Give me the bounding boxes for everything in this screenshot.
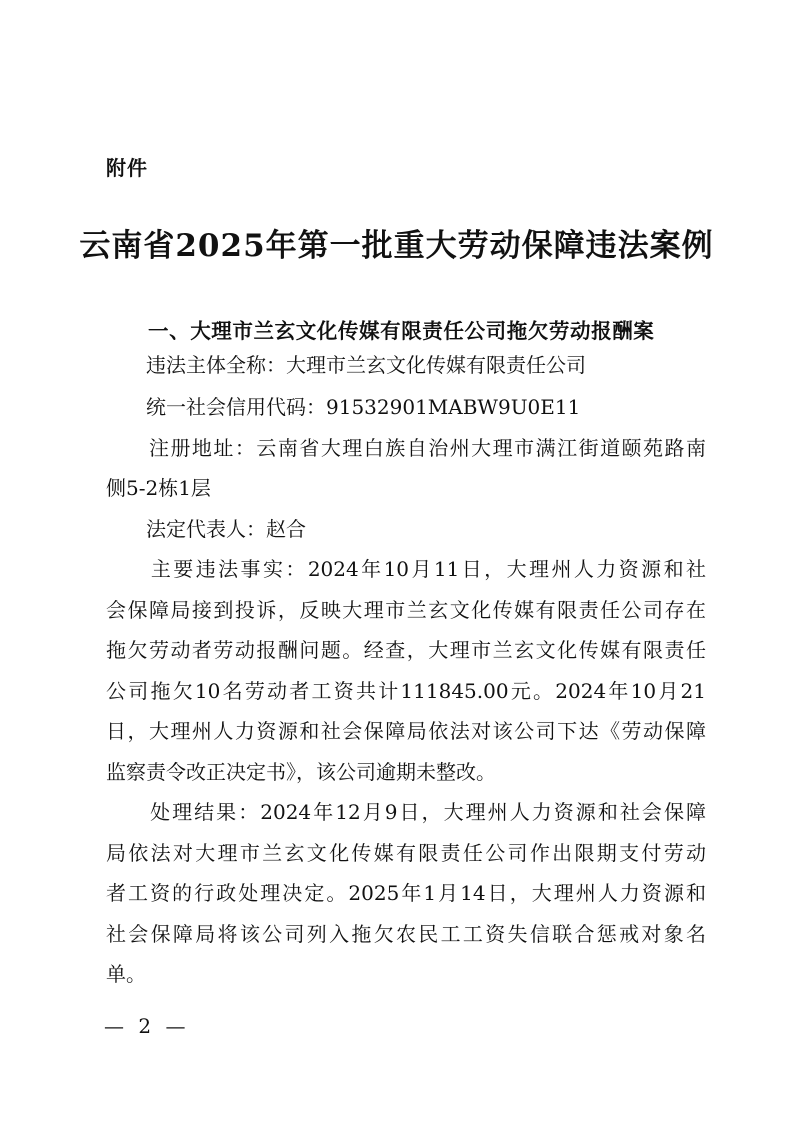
- body-line: 会保障局接到投诉，反映大理市兰玄文化传媒有限责任公司存在: [106, 598, 706, 622]
- body-line: 者工资的行政处理决定。2025年1月14日，大理州人力资源和: [106, 881, 706, 905]
- document-title: 云南省2025年第一批重大劳动保障违法案例: [79, 228, 714, 264]
- body-line: 法定代表人：赵合: [106, 517, 306, 541]
- body-line: 注册地址：云南省大理白族自治州大理市满江街道颐苑路南: [106, 436, 706, 460]
- page-number: — 2 —: [104, 1014, 190, 1038]
- body-line: 公司拖欠10名劳动者工资共计111845.00元。2024年10月21: [106, 679, 706, 703]
- body-line: 监察责令改正决定书》，该公司逾期未整改。: [106, 760, 496, 784]
- body-line: 主要违法事实：2024年10月11日，大理州人力资源和社: [106, 557, 706, 581]
- body-line: 处理结果：2024年12月9日，大理州人力资源和社会保障: [106, 800, 706, 824]
- body-line: 违法主体全称：大理市兰玄文化传媒有限责任公司: [106, 353, 586, 377]
- body-line: 拖欠劳动者劳动报酬问题。经查，大理市兰玄文化传媒有限责任: [106, 638, 706, 662]
- body-line: 统一社会信用代码：91532901MABW9U0E11: [106, 395, 581, 419]
- body-line: 单。: [106, 962, 146, 986]
- attachment-label: 附件: [106, 156, 148, 180]
- section-heading: 一、大理市兰玄文化传媒有限责任公司拖欠劳动报酬案: [148, 319, 655, 343]
- body-line: 侧5-2栋1层: [106, 476, 211, 500]
- body-line: 日，大理州人力资源和社会保障局依法对该公司下达《劳动保障: [106, 719, 706, 743]
- body-line: 局依法对大理市兰玄文化传媒有限责任公司作出限期支付劳动: [106, 841, 706, 865]
- body-line: 社会保障局将该公司列入拖欠农民工工资失信联合惩戒对象名: [106, 922, 706, 946]
